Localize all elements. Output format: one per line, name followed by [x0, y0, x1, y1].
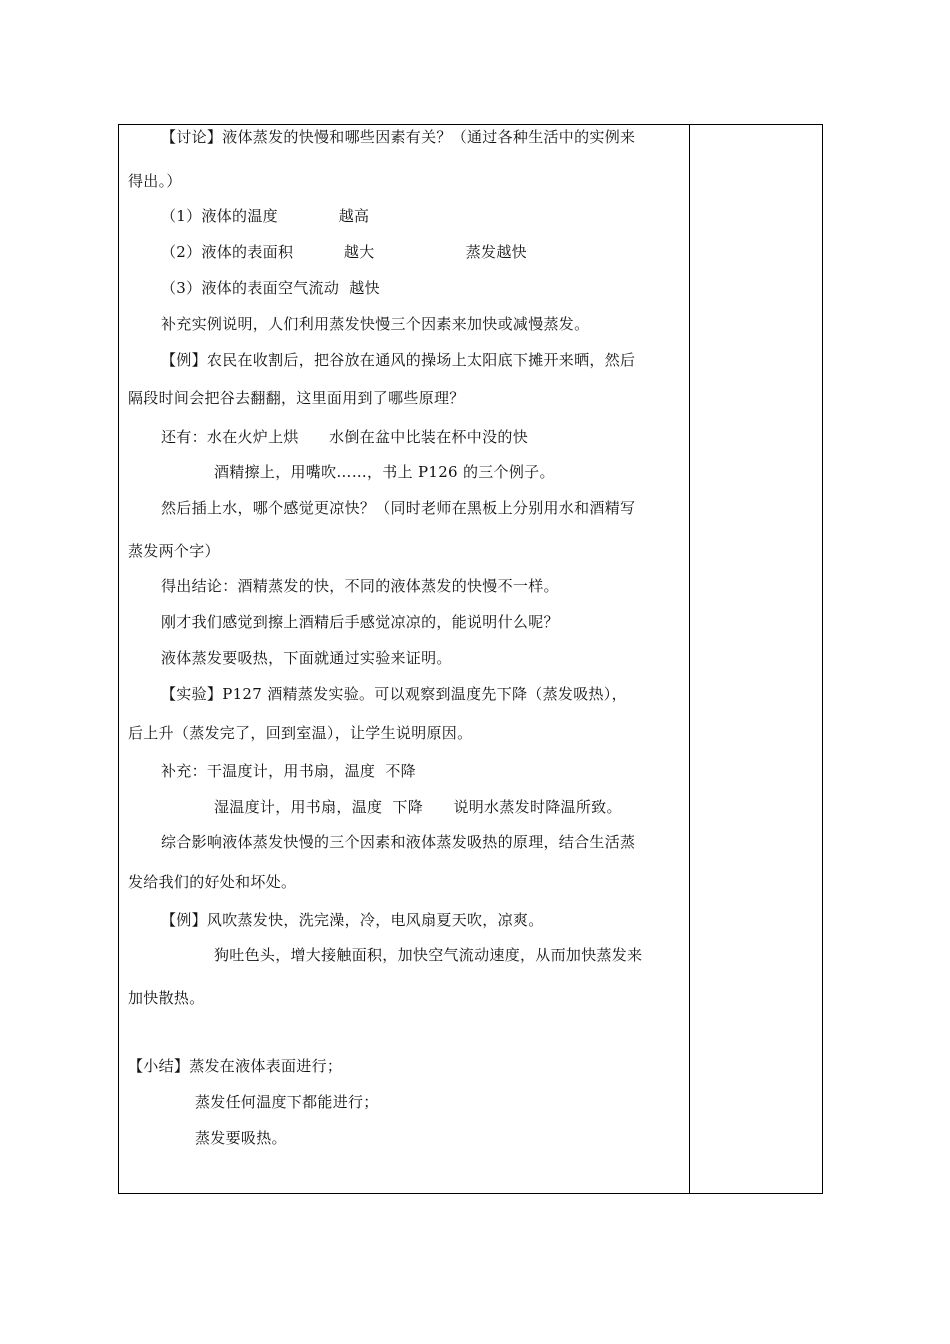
- text-line: 得出。）: [128, 172, 182, 190]
- text-line: 【例】农民在收割后，把谷放在通风的操场上太阳底下摊开来晒，然后: [161, 351, 636, 369]
- text-line: 综合影响液体蒸发快慢的三个因素和液体蒸发吸热的原理，结合生活蒸: [161, 833, 636, 851]
- text-line: 补充：干温度计，用书扇，温度 不降: [161, 762, 416, 780]
- text-line: 刚才我们感觉到擦上酒精后手感觉凉凉的，能说明什么呢？: [161, 613, 559, 631]
- lesson-table: [118, 124, 823, 1194]
- text-line: 狗吐色头，增大接触面积，加快空气流动速度，从而加快蒸发来: [214, 946, 643, 964]
- text-line: 【小结】蒸发在液体表面进行；: [128, 1057, 343, 1075]
- text-line: 【实验】P127 酒精蒸发实验。可以观察到温度先下降（蒸发吸热），: [161, 685, 627, 703]
- text-line: （3）液体的表面空气流动 越快: [161, 279, 380, 297]
- text-line: （2）液体的表面积 越大 蒸发越快: [161, 243, 527, 261]
- text-line: 发给我们的好处和坏处。: [128, 873, 297, 891]
- text-line: 然后插上水，哪个感觉更凉快？（同时老师在黑板上分别用水和酒精写: [161, 499, 636, 517]
- text-line: 还有：水在火炉上烘 水倒在盆中比装在杯中没的快: [161, 428, 529, 446]
- text-line: 【例】风吹蒸发快，洗完澡，冷，电风扇夏天吹，凉爽。: [161, 911, 544, 929]
- text-line: 液体蒸发要吸热，下面就通过实验来证明。: [161, 649, 452, 667]
- text-line: （1）液体的温度 越高: [161, 207, 370, 225]
- notes-cell: [690, 125, 822, 1193]
- text-line: 加快散热。: [128, 989, 205, 1007]
- text-line: 得出结论：酒精蒸发的快，不同的液体蒸发的快慢不一样。: [161, 577, 559, 595]
- text-line: 蒸发任何温度下都能进行；: [195, 1093, 379, 1111]
- text-line: 【讨论】液体蒸发的快慢和哪些因素有关？（通过各种生活中的实例来: [161, 128, 636, 146]
- text-line: 后上升（蒸发完了，回到室温），让学生说明原因。: [128, 724, 473, 742]
- text-line: 补充实例说明，人们利用蒸发快慢三个因素来加快或减慢蒸发。: [161, 315, 590, 333]
- text-line: 蒸发要吸热。: [195, 1129, 287, 1147]
- text-line: 湿温度计，用书扇，温度 下降 说明水蒸发时降温所致。: [214, 798, 622, 816]
- text-line: 蒸发两个字）: [128, 542, 220, 560]
- text-line: 隔段时间会把谷去翻翻，这里面用到了哪些原理？: [128, 389, 465, 407]
- text-line: 酒精擦上，用嘴吹……，书上 P126 的三个例子。: [214, 463, 555, 481]
